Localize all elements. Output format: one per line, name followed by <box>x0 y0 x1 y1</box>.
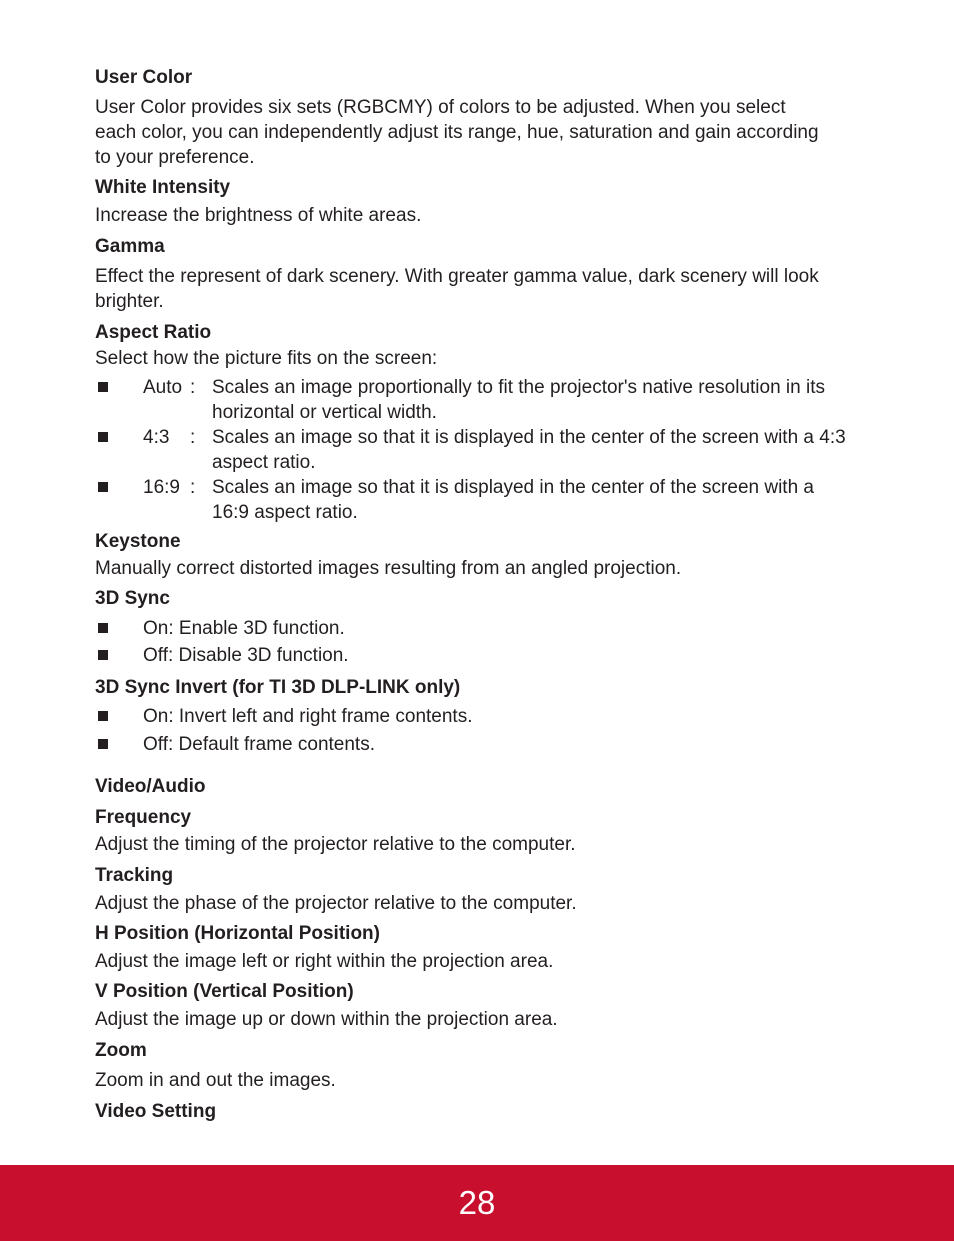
gamma-line-2: brighter. <box>95 291 164 312</box>
black-square-bullet-icon <box>98 623 108 633</box>
bullet-text: Off: Default frame contents. <box>143 734 375 755</box>
bullet-text: On: Invert left and right frame contents. <box>143 706 473 727</box>
black-square-bullet-icon <box>98 739 108 749</box>
black-square-bullet-icon <box>98 382 108 392</box>
black-square-bullet-icon <box>98 650 108 660</box>
v-position-text: Adjust the image up or down within the projection area. <box>95 1009 558 1030</box>
video-audio-heading: Video/Audio <box>95 776 206 797</box>
h-position-heading: H Position (Horizontal Position) <box>95 923 380 944</box>
gamma-line-1: Effect the represent of dark scenery. With greater gamma value, dark scenery will look <box>95 266 819 287</box>
aspect-ratio-item-16-9 <box>95 475 855 525</box>
keystone-text: Manually correct distorted images resulting from an angled projection. <box>95 558 682 579</box>
tracking-heading: Tracking <box>95 865 174 886</box>
aspect-ratio-item-auto <box>95 375 855 425</box>
bullet-text: On: Enable 3D function. <box>143 618 345 639</box>
tracking-text: Adjust the phase of the projector relative to the computer. <box>95 893 577 914</box>
page-number: 28 <box>458 1184 496 1221</box>
black-square-bullet-icon <box>98 711 108 721</box>
aspect-ratio-term: 16:9 <box>143 477 180 498</box>
user-color-line-1: User Color provides six sets (RGBCMY) of colors to be adjusted. When you select <box>95 97 786 118</box>
aspect-ratio-description: Scales an image so that it is displayed in the center of the screen with a 4:3 aspect ratio. <box>212 427 846 473</box>
zoom-text: Zoom in and out the images. <box>95 1070 336 1091</box>
3d-sync-invert-off-item <box>95 732 855 757</box>
user-color-line-2: each color, you can independently adjust its range, hue, saturation and gain according <box>95 122 819 143</box>
page-footer-bar <box>0 1165 954 1241</box>
black-square-bullet-icon <box>98 482 108 492</box>
3d-sync-heading: 3D Sync <box>95 588 170 609</box>
user-color-line-3: to your preference. <box>95 147 255 168</box>
aspect-ratio-term: Auto <box>143 377 183 398</box>
aspect-ratio-term: 4:3 <box>143 427 170 448</box>
bullet-text: Off: Disable 3D function. <box>143 645 349 666</box>
black-square-bullet-icon <box>98 432 108 442</box>
white-intensity-heading: White Intensity <box>95 177 231 198</box>
white-intensity-text: Increase the brightness of white areas. <box>95 205 422 226</box>
h-position-text: Adjust the image left or right within the projection area. <box>95 951 554 972</box>
3d-sync-invert-heading: 3D Sync Invert (for TI 3D DLP-LINK only) <box>95 677 461 698</box>
aspect-ratio-description: Scales an image proportionally to fit the projector's native resolution in its horizontal or vertical width. <box>212 377 826 423</box>
aspect-ratio-colon: : <box>190 477 196 498</box>
aspect-ratio-colon: : <box>190 377 196 398</box>
user-color-heading: User Color <box>95 67 193 88</box>
frequency-heading: Frequency <box>95 807 192 828</box>
gamma-heading: Gamma <box>95 236 165 257</box>
zoom-heading: Zoom <box>95 1040 147 1061</box>
v-position-heading: V Position (Vertical Position) <box>95 981 354 1002</box>
3d-sync-invert-on-item <box>95 704 855 729</box>
aspect-ratio-description: Scales an image so that it is displayed in the center of the screen with a 16:9 aspect ratio. <box>212 477 814 523</box>
aspect-ratio-intro: Select how the picture fits on the screen: <box>95 348 438 369</box>
aspect-ratio-item-4-3 <box>95 425 855 475</box>
frequency-text: Adjust the timing of the projector relative to the computer. <box>95 834 576 855</box>
video-setting-heading: Video Setting <box>95 1101 217 1122</box>
keystone-heading: Keystone <box>95 531 181 552</box>
aspect-ratio-colon: : <box>190 427 196 448</box>
3d-sync-on-item <box>95 616 855 641</box>
aspect-ratio-heading: Aspect Ratio <box>95 322 212 343</box>
3d-sync-off-item <box>95 643 855 668</box>
